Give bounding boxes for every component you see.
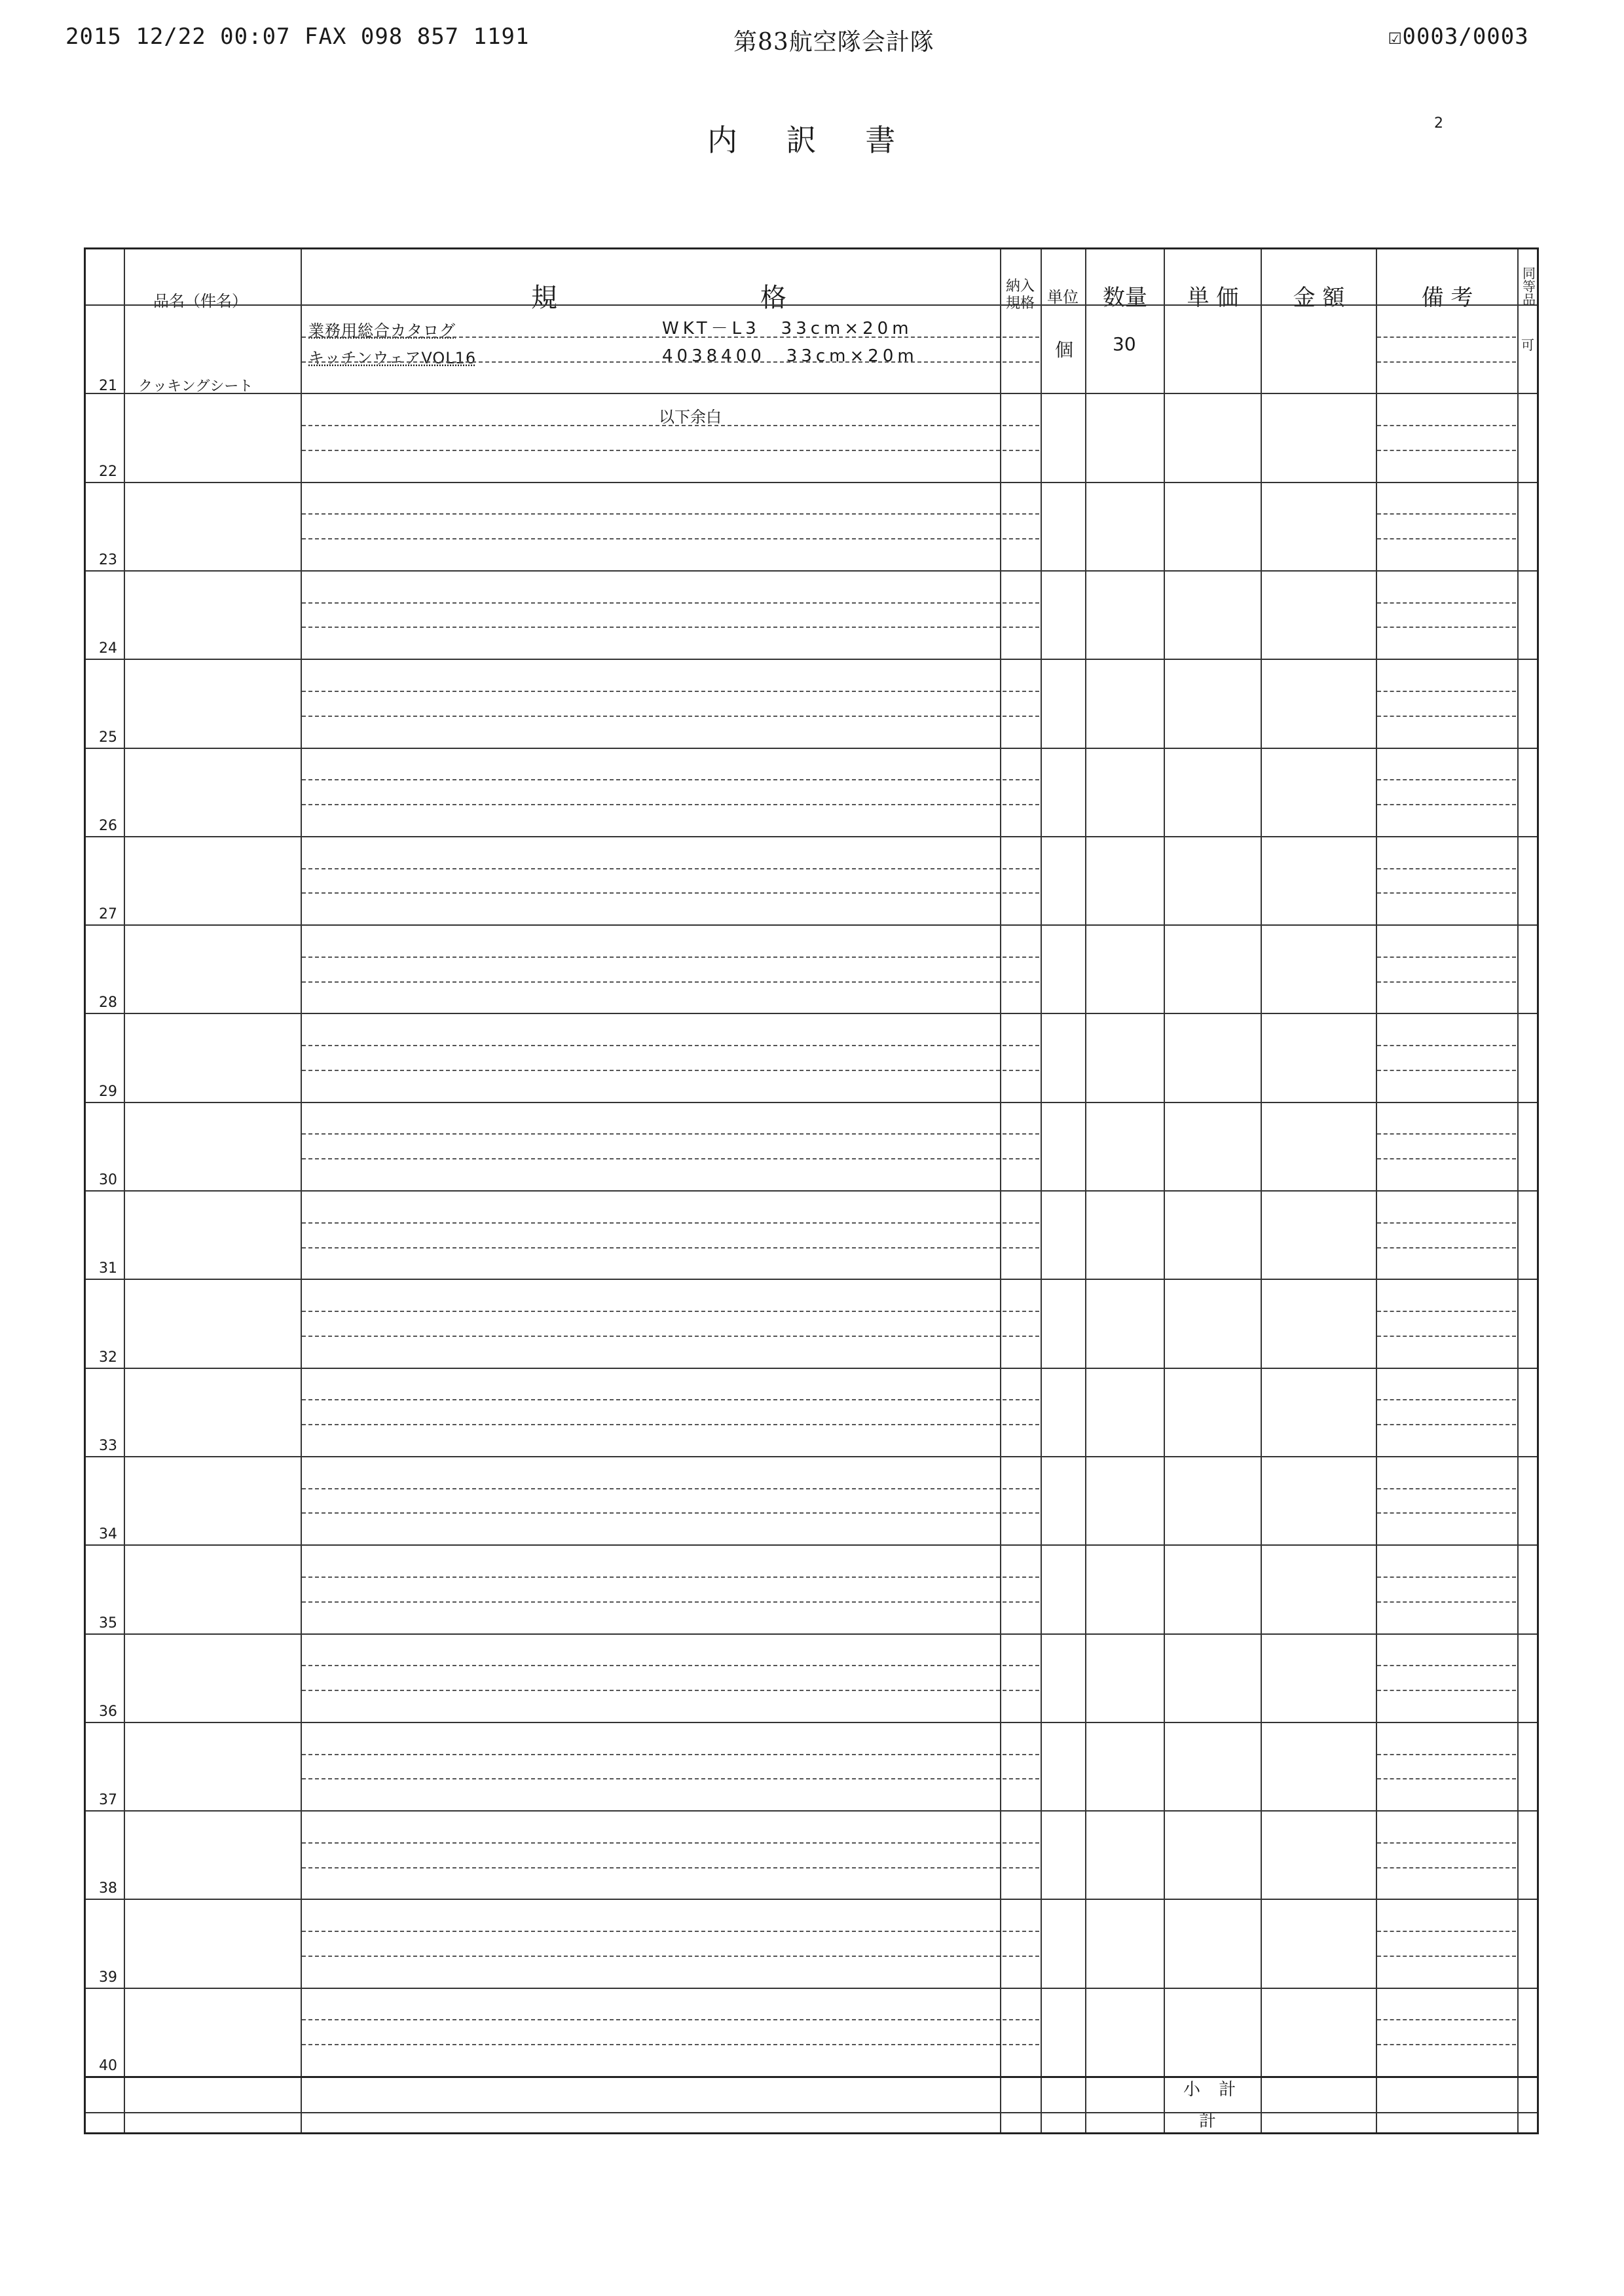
row-number-21: 21 [99,378,117,394]
remarks-dotted-line [1377,1399,1516,1400]
row-divider [86,1633,1537,1635]
spec-dotted-line [302,450,1039,451]
spec-dotted-line [302,716,1039,717]
row-number: 23 [99,552,117,568]
header-quantity: 数量 [1103,284,1147,311]
row-divider [86,1013,1537,1014]
row-number: 25 [99,729,117,746]
remarks-dotted-line [1377,1956,1516,1957]
spec-dotted-line [302,868,1039,869]
row-number: 27 [99,906,117,922]
spec-dotted-line [302,892,1039,894]
spec-dotted-line [302,804,1039,805]
remarks-dotted-line [1377,779,1516,780]
header-amount: 金 額 [1293,284,1345,311]
spec-dotted-line [302,691,1039,692]
spec-dotted-line [302,1842,1039,1844]
spec-line1-code: WKT－L3 33cm×20m [662,319,913,338]
spec-dotted-line [302,2019,1039,2020]
spec-dotted-line [302,1601,1039,1603]
spec-dotted-line [302,425,1039,426]
remarks-dotted-line [1377,804,1516,805]
remarks-dotted-line [1377,1488,1516,1489]
below-blank-note: 以下余白 [659,408,722,426]
spec-dotted-line [302,1222,1039,1224]
row-divider [86,2112,1537,2113]
remarks-dotted-line [1377,1512,1516,1514]
header-equivalent: 同等品 [1520,266,1536,306]
spec-dotted-line [302,957,1039,958]
total-label: 計 [1199,2111,1217,2131]
header-unit: 単位 [1047,287,1079,306]
row-number: 33 [99,1438,117,1454]
remarks-dotted-line [1377,1931,1516,1932]
spec-dotted-line [302,1336,1039,1337]
fax-timestamp-number: 2015 12/22 00:07 FAX 098 857 1191 [65,24,530,50]
remarks-dotted-line [1377,1842,1516,1844]
fax-page-counter: ☑0003/0003 [1388,24,1529,50]
spec-dotted-line [302,1070,1039,1071]
spec-line2-catalog: キッチンウェアVOL16 [308,349,477,367]
row-divider [86,1190,1537,1192]
breakdown-table [84,247,1539,2134]
row-number: 39 [99,1969,117,1986]
remarks-dotted-line [1377,361,1516,363]
remarks-dotted-line [1377,337,1516,338]
remarks-dotted-line [1377,1867,1516,1868]
row-number: 26 [99,818,117,834]
spec-dotted-line [302,337,1039,338]
row-divider [86,570,1537,572]
row-divider [86,393,1537,394]
remarks-dotted-line [1377,1778,1516,1779]
row-number: 37 [99,1792,117,1808]
spec-dotted-line [302,538,1039,539]
remarks-dotted-line [1377,450,1516,451]
header-remarks: 備 考 [1421,284,1473,311]
spec-dotted-line [302,1399,1039,1400]
spec-dotted-line [302,1247,1039,1248]
row-divider [86,1102,1537,1103]
row-divider [86,1544,1537,1546]
row-divider [86,748,1537,749]
spec-dotted-line [302,361,1039,363]
remarks-dotted-line [1377,1070,1516,1071]
remarks-dotted-line [1377,2019,1516,2020]
remarks-dotted-line [1377,1133,1516,1135]
row-number: 35 [99,1615,117,1631]
remarks-dotted-line [1377,627,1516,628]
row-divider [86,1279,1537,1280]
row-number: 29 [99,1084,117,1100]
row-number: 32 [99,1349,117,1366]
remarks-dotted-line [1377,602,1516,604]
row-divider [86,1988,1537,1989]
row-number: 24 [99,640,117,657]
header-delivery-spec: 納入規格 [1005,278,1035,312]
spec-dotted-line [302,2044,1039,2045]
remarks-dotted-line [1377,1336,1516,1337]
spec-dotted-line [302,1424,1039,1425]
spec-dotted-line [302,1158,1039,1159]
spec-dotted-line [302,981,1039,983]
remarks-dotted-line [1377,868,1516,869]
remarks-dotted-line [1377,1045,1516,1046]
spec-dotted-line [302,1133,1039,1135]
spec-dotted-line [302,1045,1039,1046]
spec-line2-code: 4038400 33cm×20m [662,346,918,366]
row-divider [86,659,1537,660]
row-number: 40 [99,2058,117,2074]
spec-dotted-line [302,1488,1039,1489]
spec-dotted-line [302,1754,1039,1755]
remarks-dotted-line [1377,957,1516,958]
remarks-dotted-line [1377,1222,1516,1224]
spec-dotted-line [302,1956,1039,1957]
document-title: 内 訳 書 [707,122,915,158]
row-number: 36 [99,1704,117,1720]
row-divider [86,924,1537,926]
header-spec-right: 格 [760,282,786,313]
row-number: 31 [99,1260,117,1277]
spec-dotted-line [302,1311,1039,1312]
row-divider [86,1722,1537,1723]
spec-dotted-line [302,1867,1039,1868]
spec-dotted-line [302,1665,1039,1666]
row-divider [86,1456,1537,1457]
spec-dotted-line [302,1778,1039,1779]
spec-dotted-line [302,1576,1039,1578]
spec-line1-catalog: 業務用総合カタログ [308,321,456,340]
header-unit-price: 単 価 [1187,284,1239,311]
remarks-dotted-line [1377,892,1516,894]
row-divider [86,1368,1537,1369]
item-quantity: 30 [1113,333,1136,355]
row-divider [86,304,1537,306]
remarks-dotted-line [1377,513,1516,515]
item-name: クッキングシート [138,378,253,395]
remarks-dotted-line [1377,1158,1516,1159]
subtotal-label: 小 計 [1183,2080,1243,2100]
item-unit: 個 [1055,339,1074,361]
spec-dotted-line [302,779,1039,780]
remarks-dotted-line [1377,1690,1516,1691]
remarks-dotted-line [1377,538,1516,539]
remarks-dotted-line [1377,1601,1516,1603]
row-divider [86,836,1537,837]
spec-dotted-line [302,1512,1039,1514]
remarks-dotted-line [1377,425,1516,426]
spec-dotted-line [302,1690,1039,1691]
spec-dotted-line [302,513,1039,515]
spec-dotted-line [302,1931,1039,1932]
row-divider [86,1810,1537,1812]
fax-header [0,24,1624,63]
row-divider [86,2076,1537,2078]
row-number: 34 [99,1526,117,1542]
remarks-dotted-line [1377,1311,1516,1312]
header-spec-left: 規 [531,282,557,313]
remarks-dotted-line [1377,691,1516,692]
page-number: 2 [1434,115,1443,132]
fax-sender-name: 第83航空隊会計隊 [733,29,934,56]
row-divider [86,482,1537,483]
spec-dotted-line [302,602,1039,604]
remarks-dotted-line [1377,1665,1516,1666]
remarks-dotted-line [1377,1754,1516,1755]
header-item-name: 品名（件名） [153,291,248,310]
remarks-dotted-line [1377,981,1516,983]
row-number: 22 [99,464,117,480]
row-divider [86,1899,1537,1900]
remarks-dotted-line [1377,1576,1516,1578]
row-number: 30 [99,1172,117,1188]
item-equivalent-allowed: 可 [1521,337,1534,353]
remarks-dotted-line [1377,2044,1516,2045]
spec-dotted-line [302,627,1039,628]
row-number: 38 [99,1880,117,1897]
remarks-dotted-line [1377,1247,1516,1248]
row-number: 28 [99,994,117,1011]
remarks-dotted-line [1377,1424,1516,1425]
remarks-dotted-line [1377,716,1516,717]
